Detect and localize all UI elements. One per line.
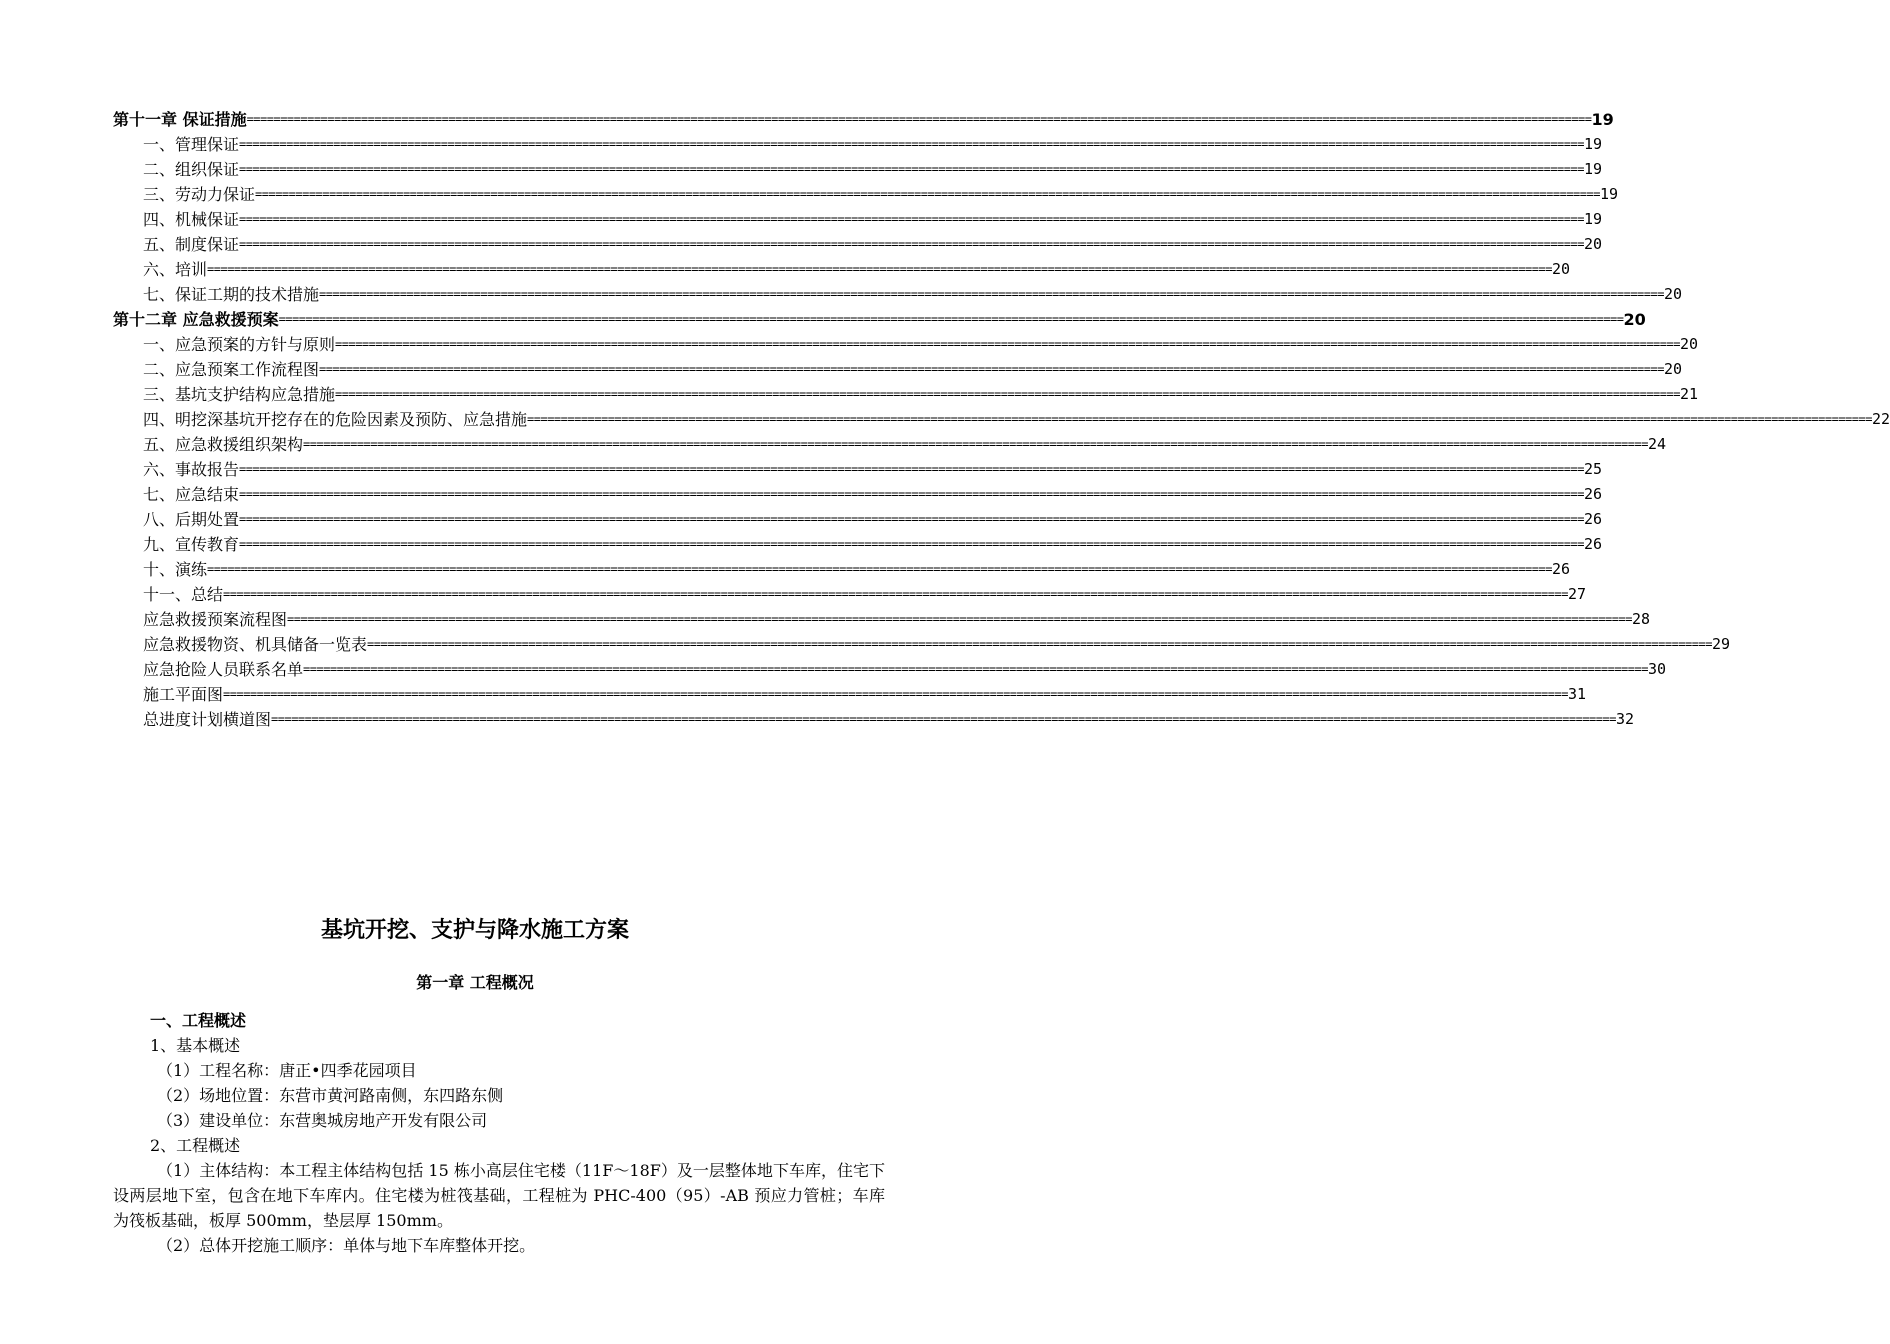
- toc-entry-title: 八、后期处置: [143, 510, 240, 529]
- toc-leader: ========================================================================================================================================================================================================: [207, 262, 1552, 276]
- toc-page-number: 19: [1591, 110, 1614, 129]
- toc-entry-title: 九、宣传教育: [143, 535, 240, 554]
- toc-page-number: 19: [1583, 210, 1602, 228]
- section-heading: 一、工程概述: [150, 1011, 247, 1030]
- toc-leader: ========================================================================================================================================================================================================: [239, 487, 1584, 501]
- toc-leader: ========================================================================================================================================================================================================: [335, 387, 1680, 401]
- toc-entry-title: 六、培训: [143, 260, 208, 279]
- toc-page-number: 19: [1583, 160, 1602, 178]
- toc-leader: ========================================================================================================================================================================================================: [303, 662, 1648, 676]
- toc-leader: ========================================================================================================================================================================================================: [271, 712, 1616, 726]
- toc-entry-title: 四、机械保证: [143, 210, 240, 229]
- toc-entry-title: 二、应急预案工作流程图: [143, 360, 320, 379]
- toc-entry: [0, 632, 1730, 657]
- table-of-contents: [0, 107, 1890, 732]
- toc-page-number: 26: [1551, 560, 1570, 578]
- toc-entry: [0, 682, 1586, 707]
- developer-item: （3）建设单位：东营奥城房地产开发有限公司: [157, 1111, 488, 1130]
- toc-leader: ========================================================================================================================================================================================================: [223, 587, 1568, 601]
- toc-entry: [0, 132, 1602, 157]
- toc-leader: ========================================================================================================================================================================================================: [527, 412, 1872, 426]
- toc-entry: [0, 607, 1650, 632]
- toc-entry: [0, 157, 1602, 182]
- toc-leader: ========================================================================================================================================================================================================: [239, 137, 1584, 151]
- toc-leader: ========================================================================================================================================================================================================: [255, 187, 1600, 201]
- excavation-sequence-paragraph: （2）总体开挖施工顺序：单体与地下车库整体开挖。: [157, 1236, 536, 1255]
- toc-page-number: 20: [1551, 260, 1570, 278]
- toc-page-number: 28: [1631, 610, 1650, 628]
- toc-entry-title: 总进度计划横道图: [143, 710, 272, 729]
- toc-entry: [0, 507, 1602, 532]
- project-name-item: （1）工程名称：唐正•四季花园项目: [157, 1061, 417, 1080]
- toc-entry: [0, 557, 1570, 582]
- toc-entry-title: 应急救援预案流程图: [143, 610, 288, 629]
- toc-page-number: 26: [1583, 535, 1602, 553]
- toc-entry: [0, 582, 1586, 607]
- toc-page-number: 31: [1567, 685, 1586, 703]
- toc-leader: ========================================================================================================================================================================================================: [239, 512, 1584, 526]
- toc-entry-title: 五、制度保证: [143, 235, 240, 254]
- main-structure-paragraph: （1）主体结构：本工程主体结构包括 15 栋小高层住宅楼（11F～18F）及一层整体地下车库，住宅下设两层地下室，包含在地下车库内。住宅楼为桩筏基础，工程桩为 PHC-400（95）-AB 预应力管桩；车库为筏板基础，板厚 500mm，垫层厚 150mm。: [113, 1161, 885, 1230]
- toc-entry: [0, 382, 1698, 407]
- toc-page-number: 20: [1679, 335, 1698, 353]
- toc-page-number: 26: [1583, 485, 1602, 503]
- toc-entry: [0, 707, 1634, 732]
- toc-page-number: 30: [1647, 660, 1666, 678]
- toc-leader: ========================================================================================================================================================================================================: [239, 462, 1584, 476]
- toc-entry: [0, 532, 1602, 557]
- toc-leader: ========================================================================================================================================================================================================: [335, 337, 1680, 351]
- document-body: [113, 1008, 885, 1258]
- toc-leader: ========================================================================================================================================================================================================: [239, 537, 1584, 551]
- site-location-item: （2）场地位置：东营市黄河路南侧，东四路东侧: [157, 1086, 504, 1105]
- toc-page-number: 29: [1711, 635, 1730, 653]
- toc-entry: [0, 482, 1602, 507]
- toc-page-number: 20: [1663, 360, 1682, 378]
- subsection-project-overview: 2、工程概述: [150, 1136, 241, 1155]
- toc-page-number: 22: [1871, 410, 1890, 428]
- chapter-heading: 第一章 工程概况: [416, 973, 534, 992]
- toc-entry: [0, 282, 1682, 307]
- toc-leader: ========================================================================================================================================================================================================: [287, 612, 1632, 626]
- toc-entry-title: 三、劳动力保证: [143, 185, 256, 204]
- toc-entry-title: 应急救援物资、机具储备一览表: [143, 635, 368, 654]
- toc-leader: ========================================================================================================================================================================================================: [303, 437, 1648, 451]
- toc-entry-title: 七、保证工期的技术措施: [143, 285, 320, 304]
- toc-leader: ========================================================================================================================================================================================================: [319, 362, 1664, 376]
- toc-leader: ========================================================================================================================================================================================================: [319, 287, 1664, 301]
- subsection-basic-overview: 1、基本概述: [150, 1036, 241, 1055]
- toc-page-number: 20: [1663, 285, 1682, 303]
- toc-page-number: 20: [1583, 235, 1602, 253]
- toc-page-number: 20: [1623, 310, 1646, 329]
- toc-entry: [0, 257, 1570, 282]
- toc-page-number: 27: [1567, 585, 1586, 603]
- toc-entry-title: 一、管理保证: [143, 135, 240, 154]
- toc-entry: [0, 232, 1602, 257]
- toc-page-number: 21: [1679, 385, 1698, 403]
- toc-entry: [0, 207, 1602, 232]
- toc-entry-title: 六、事故报告: [143, 460, 240, 479]
- toc-entry: [0, 182, 1618, 207]
- toc-entry-title: 十一、总结: [143, 585, 224, 604]
- toc-page-number: 26: [1583, 510, 1602, 528]
- toc-leader: ========================================================================================================================================================================================================: [239, 212, 1584, 226]
- toc-page-number: 19: [1599, 185, 1618, 203]
- toc-entry: [0, 332, 1698, 357]
- toc-page-number: 19: [1583, 135, 1602, 153]
- document-title: 基坑开挖、支护与降水施工方案: [320, 918, 629, 943]
- toc-entry-title: 施工平面图: [143, 685, 224, 704]
- toc-chapter-entry: [0, 307, 1646, 332]
- toc-entry-title: 十、演练: [143, 560, 208, 579]
- toc-entry-title: 七、应急结束: [143, 485, 240, 504]
- toc-entry-title: 应急抢险人员联系名单: [143, 660, 304, 679]
- toc-leader: ========================================================================================================================================================================================================: [239, 162, 1584, 176]
- toc-entry-title: 二、组织保证: [143, 160, 240, 179]
- toc-leader: ========================================================================================================================================================================================================: [367, 637, 1712, 651]
- toc-leader: ========================================================================================================================================================================================================: [223, 687, 1568, 701]
- toc-entry-title: 第十二章 应急救援预案: [113, 310, 279, 329]
- toc-entry: [0, 657, 1666, 682]
- toc-page-number: 24: [1647, 435, 1666, 453]
- toc-page-number: 25: [1583, 460, 1602, 478]
- toc-leader: ========================================================================================================================================================================================================: [207, 562, 1552, 576]
- toc-entry: [0, 432, 1666, 457]
- toc-entry-title: 一、应急预案的方针与原则: [143, 335, 336, 354]
- toc-page-number: 32: [1615, 710, 1634, 728]
- toc-entry: [0, 357, 1682, 382]
- toc-entry-title: 四、明挖深基坑开挖存在的危险因素及预防、应急措施: [143, 410, 528, 429]
- toc-chapter-entry: [0, 107, 1614, 132]
- toc-entry: [0, 457, 1602, 482]
- toc-entry-title: 三、基坑支护结构应急措施: [143, 385, 336, 404]
- toc-leader: ========================================================================================================================================================================================================: [246, 112, 1592, 126]
- toc-entry-title: 五、应急救援组织架构: [143, 435, 304, 454]
- toc-leader: ========================================================================================================================================================================================================: [239, 237, 1584, 251]
- toc-entry-title: 第十一章 保证措施: [113, 110, 247, 129]
- toc-entry: [0, 407, 1890, 432]
- toc-leader: ========================================================================================================================================================================================================: [278, 312, 1624, 326]
